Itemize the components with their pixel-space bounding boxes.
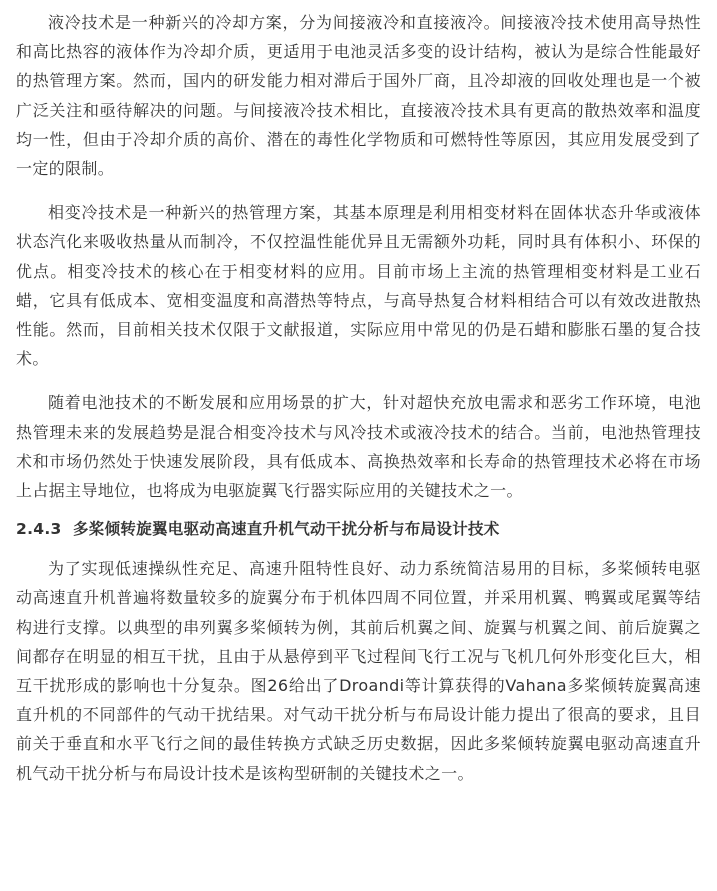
section-spacer bbox=[16, 544, 701, 554]
section-heading bbox=[16, 515, 701, 544]
paragraph-aerodynamic-interference: 为了实现低速操纵性充足、高速升阻特性良好、动力系统简洁易用的目标，多桨倾转电驱动高速直升机普遍将数量较多的旋翼分布于机体四周不同位置，并采用机翼、鸭翼或尾翼等结构进行支撑。以典型的串列翼多桨倾转为例，其前后机翼之间、旋翼与机翼之间、前后旋翼之间都存在明显的相互干扰，且由于从悬停到平飞过程间飞行工况与飞机几何外形变化巨大，相互干扰形成的影响也十分复杂。图26给出了Droandi等计算获得的Vahana多桨倾转旋翼高速直升机的不同部件的气动干扰结果。对气动干扰分析与布局设计能力提出了很高的要求，且目前关于垂直和水平飞行之间的最佳转换方式缺乏历史数据，因此多桨倾转旋翼电驱动高速直升机气动干扰分析与布局设计技术是该构型研制的关键技术之一。 bbox=[16, 559, 701, 783]
section-spacer bbox=[16, 505, 701, 515]
paragraph-phase-change-cooling: 相变冷技术是一种新兴的热管理方案，其基本原理是利用相变材料在固体状态升华或液体状态汽化来吸收热量从而制冷，不仅控温性能优异且无需额外功耗，同时具有体积小、环保的优点。相变冷技术的核心在于相变材料的应用。目前市场上主流的热管理相变材料是工业石蜡，它具有低成本、宽相变温度和高潜热等特点，与高导热复合材料相结合可以有效改进散热性能。然而，目前相关技术仅限于文献报道，实际应用中常见的仍是石蜡和膨胀石墨的复合技术。 bbox=[16, 203, 701, 369]
paragraph-liquid-cooling: 液冷技术是一种新兴的冷却方案，分为间接液冷和直接液冷。间接液冷技术使用高导热性和高比热容的液体作为冷却介质，更适用于电池灵活多变的设计结构，被认为是综合性能最好的热管理方案。然而，国内的研发能力相对滞后于国外厂商，且冷却液的回收处理也是一个被广泛关注和亟待解决的问题。与间接液冷技术相比，直接液冷技术具有更高的散热效率和温度均一性，但由于冷却介质的高价、潜在的毒性化学物质和可燃特性等原因，其应用发展受到了一定的限制。 bbox=[16, 13, 701, 179]
section-title: 多桨倾转旋翼电驱动高速直升机气动干扰分析与布局设计技术 bbox=[73, 520, 500, 539]
paragraph-spacer bbox=[16, 373, 701, 388]
paragraph-spacer bbox=[16, 183, 701, 198]
section-number: 2.4.3 bbox=[16, 520, 62, 539]
paragraph-thermal-management-trend: 随着电池技术的不断发展和应用场景的扩大，针对超快充放电需求和恶劣工作环境，电池热管理未来的发展趋势是混合相变冷技术与风冷技术或液冷技术的结合。当前，电池热管理技术和市场仍然处于快速发展阶段，具有低成本、高换热效率和长寿命的热管理技术必将在市场上占据主导地位，也将成为电驱旋翼飞行器实际应用的关键技术之一。 bbox=[16, 393, 701, 501]
